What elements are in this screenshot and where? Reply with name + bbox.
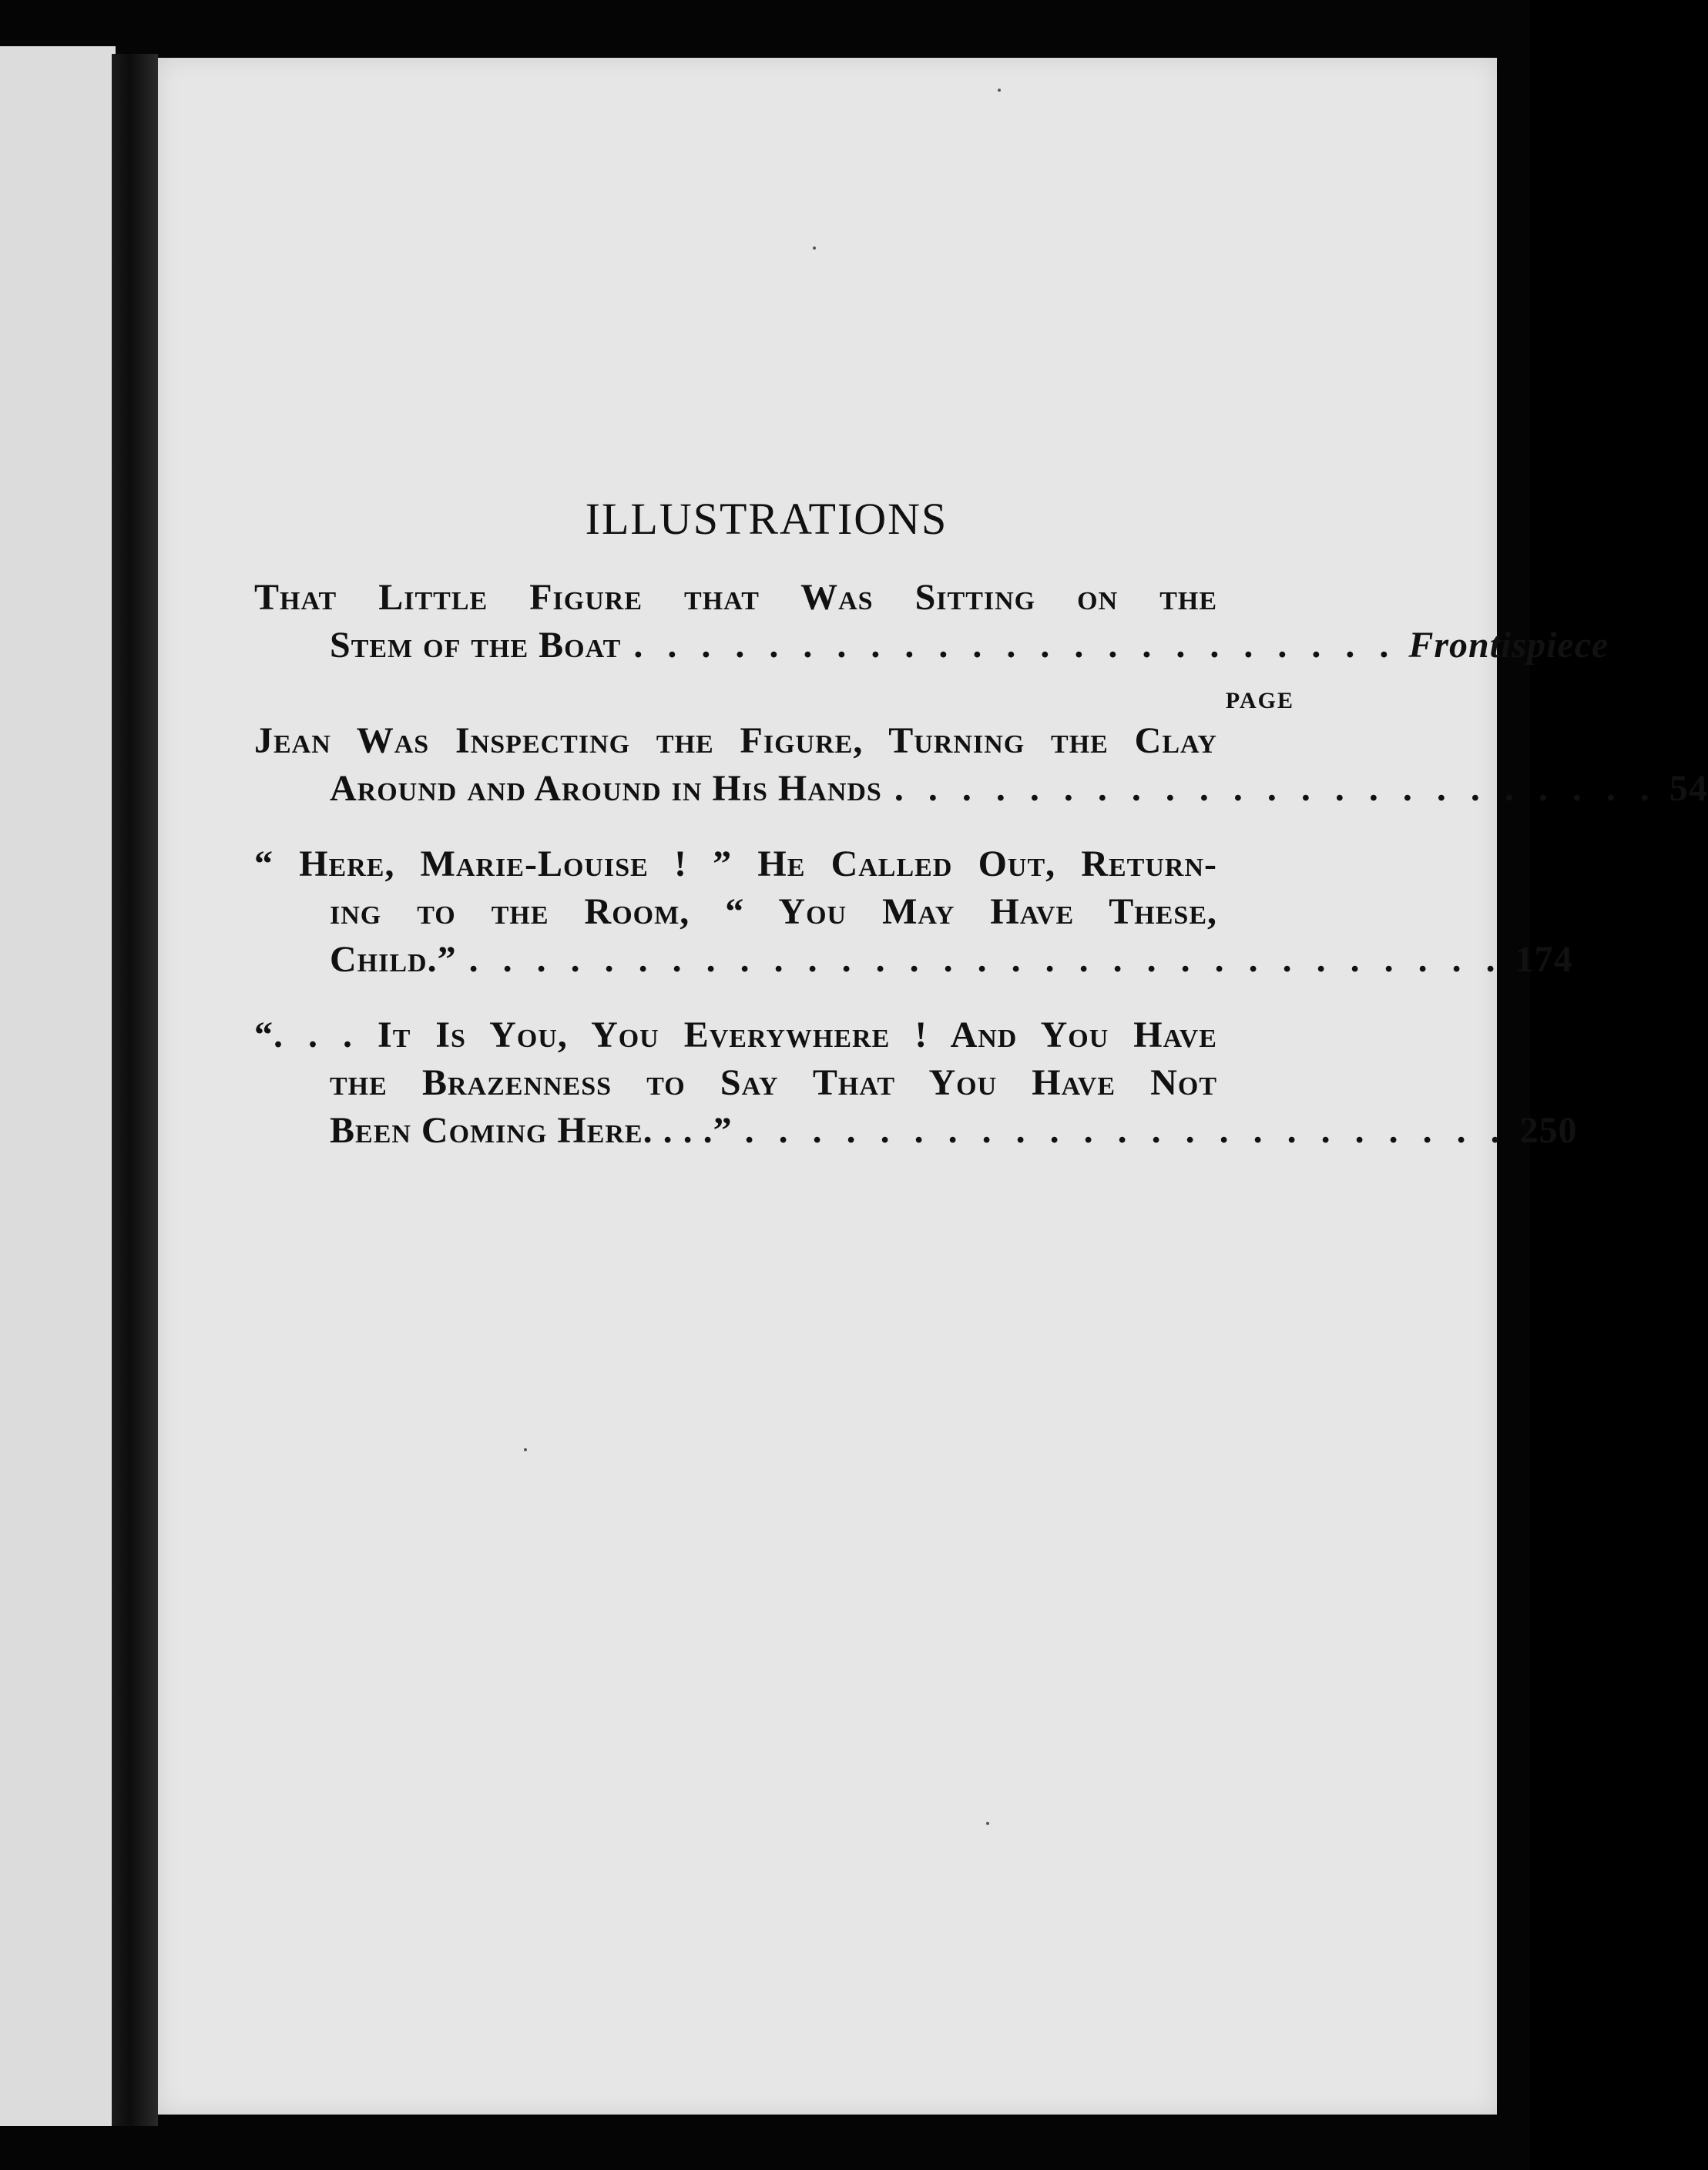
page-title: ILLUSTRATIONS: [585, 494, 948, 544]
list-item: [254, 840, 1573, 984]
paper-speck: [998, 89, 1001, 92]
list-item: [254, 1011, 1578, 1155]
entry-caption-line: the Brazenness to Say That You Have Not: [330, 1062, 1217, 1103]
page-reference: 174: [1515, 939, 1573, 980]
entry-caption-line: Jean Was Inspecting the Figure, Turning the Clay: [254, 720, 1217, 761]
list-item: [254, 574, 1609, 669]
page-reference: Frontispiece: [1408, 625, 1609, 666]
entry-last-line: [254, 1107, 1578, 1155]
page-column-label: PAGE: [1225, 688, 1294, 713]
entry-caption-line: That Little Figure that Was Sitting on the: [254, 577, 1217, 618]
page-reference: 250: [1519, 1110, 1578, 1151]
dot-leader: . . . . . . . . . . . . . . . . . . . . . . .: [744, 1110, 1508, 1151]
left-page-edge: [0, 46, 116, 2126]
illustrations-list: [254, 493, 1708, 1182]
dot-leader: . . . . . . . . . . . . . . . . . . . . . . . . . . . . . . .: [468, 939, 1503, 980]
dot-leader: . . . . . . . . . . . . . . . . . . . . . . .: [633, 625, 1397, 666]
entry-caption-line: “ Here, Marie-Louise ! ” He Called Out, Return-: [254, 844, 1217, 884]
paper-speck: [813, 247, 816, 250]
entry-caption-end: Around and Around in His Hands: [330, 768, 882, 809]
book-gutter: [112, 54, 158, 2126]
list-item: [254, 717, 1708, 813]
entry-caption-end: Child.”: [330, 939, 457, 980]
dot-leader: . . . . . . . . . . . . . . . . . . . . . . .: [894, 768, 1657, 809]
entry-caption-end: Been Coming Here. . . .”: [330, 1110, 733, 1151]
page-reference: 54: [1669, 768, 1708, 809]
entry-last-line: [254, 765, 1708, 813]
entry-last-line: [254, 936, 1573, 984]
paper-speck: [986, 1822, 989, 1825]
paper-speck: [524, 1448, 527, 1451]
entry-last-line: [254, 622, 1609, 669]
entry-caption-line: “. . . It Is You, You Everywhere ! And You Have: [254, 1015, 1217, 1055]
entry-caption-end: Stem of the Boat: [330, 625, 622, 666]
entry-caption-line: ing to the Room, “ You May Have These,: [330, 891, 1217, 932]
